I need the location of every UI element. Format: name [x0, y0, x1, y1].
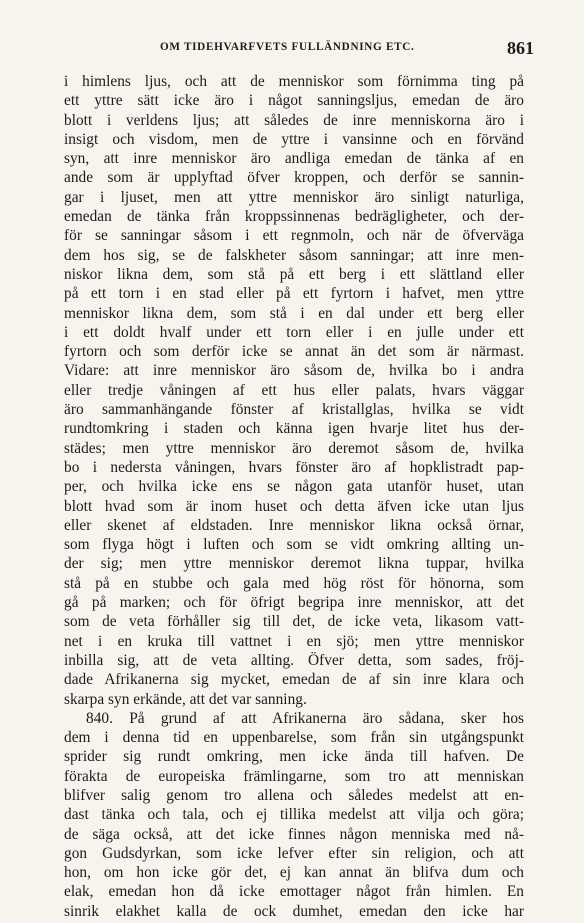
text-line: de säga också, att det icke finnes någon menniska med nå-: [64, 825, 524, 843]
text-line: förakta de europeiska främlingarne, som tro att menniskan: [64, 767, 524, 785]
text-line: städes; men yttre menniskor äro deremot såsom de, hvilka: [64, 439, 524, 457]
text-line: sinrik elakhet kalla de ock dumhet, emedan den icke har: [64, 902, 524, 920]
text-line: syn, att inre menniskor äro andliga emedan de tänka af en: [64, 150, 524, 168]
text-line: ett yttre sätt icke äro i något sanningsljus, emedan de äro: [64, 92, 524, 110]
text-line: bo i nedersta våningen, hvars fönster äro af hopklistradt pap-: [64, 458, 524, 476]
text-line: dast tänka och tala, och ej tillika medelst att vilja och göra;: [64, 806, 524, 824]
text-line: elak, emedan hon då icke emottager något från himlen. En: [64, 883, 524, 901]
text-line: dem hos sig, se de falskheter såsom sanningar; att inre men-: [64, 246, 524, 264]
text-line: i himlens ljus, och att de menniskor som förnimma ting på: [64, 73, 524, 90]
text-line: inbilla sig, att de veta allting. Öfver detta, som sades, fröj-: [64, 651, 524, 669]
text-line: som flyga högt i luften och som se vidt omkring allting un-: [64, 536, 524, 554]
text-line: skarpa syn erkände, att det var sanning.: [64, 690, 307, 708]
text-line: emedan de tänka från kroppssinnenas bedrägligheter, och der-: [64, 208, 524, 226]
text-line: hon, om hon icke gör det, ej kan annat än blifva dum och: [64, 864, 524, 882]
text-line: stå på en stubbe och gala med hög röst för hönorna, som: [64, 574, 524, 592]
text-line: eller tredje våningen af ett hus eller palats, hvars väggar: [64, 381, 524, 399]
text-line: i ett doldt hvalf under ett torn eller i en julle under ett: [64, 323, 524, 341]
text-line: blifver salig genom tro allena och således medelst att en-: [64, 786, 524, 804]
body-text: [64, 72, 524, 921]
text-line: fyrtorn och som derför icke se annat än det som är närmast.: [64, 343, 524, 361]
text-line: niskor likna dem, som stå på ett berg i ett slättland eller: [64, 265, 524, 283]
text-line: gå på marken; och för öfrigt begripa inre menniskor, att det: [64, 594, 524, 612]
text-line: som de veta förhåller sig till det, de icke veta, likasom vatt-: [64, 613, 524, 631]
paragraph-start-line: 840. På grund af att Afrikanerna äro sådana, sker hos: [86, 709, 524, 727]
text-line: blott hvad som är inom huset och detta äfven icke utan ljus: [64, 497, 524, 515]
text-line: Vidare: att inre menniskor äro såsom de, hvilka bo i andra: [64, 362, 524, 380]
running-title: OM TIDEHVARFVETS FULLÄNDNING ETC.: [160, 41, 415, 53]
text-line: för se sanningar såsom i ett regnmoln, och när de öfverväga: [64, 227, 524, 245]
text-line: eller skenet af eldstaden. Inre menniskor likna också örnar,: [64, 516, 524, 534]
text-line: menniskor likna dem, som stå i en dal under ett berg eller: [64, 304, 524, 322]
text-line: blott i verldens ljus; att således de inre menniskorna äro i: [64, 111, 524, 129]
text-line: dem i denna tid en uppenbarelse, som från sin utgångspunkt: [64, 729, 524, 747]
text-line: sprider sig rundt omkring, men icke ända till hafven. De: [64, 748, 524, 766]
text-line: gar i ljuset, men att yttre menniskor äro sinligt naturliga,: [64, 188, 524, 206]
page-number: 861: [507, 38, 534, 58]
running-head: [52, 38, 560, 62]
text-line: per, och hvilka icke ens se någon gata utanför huset, utan: [64, 478, 524, 496]
text-line: net i en kruka till vattnet i en sjö; men yttre menniskor: [64, 632, 524, 650]
text-line: dade Afrikanerna sig mycket, emedan de af sin inre klara och: [64, 671, 524, 689]
text-line: insigt och visdom, men de yttre i vansinne och en förvänd: [64, 130, 524, 148]
text-line: äro sammanhängande fönster af kristallglas, hvilka se vidt: [64, 401, 524, 419]
text-line: der sig; men yttre menniskor deremot likna tuppar, hvilka: [64, 555, 524, 573]
text-line: på ett torn i en stad eller på ett fyrtorn i hafvet, men yttre: [64, 285, 524, 303]
text-line: ande som är upplyftad öfver kroppen, och derför se sannin-: [64, 169, 524, 187]
text-line: rundtomkring i staden och känna igen hvarje litet hus der-: [64, 420, 524, 438]
text-line: gon Gudsdyrkan, som icke lefver efter sin religion, och att: [64, 844, 524, 862]
